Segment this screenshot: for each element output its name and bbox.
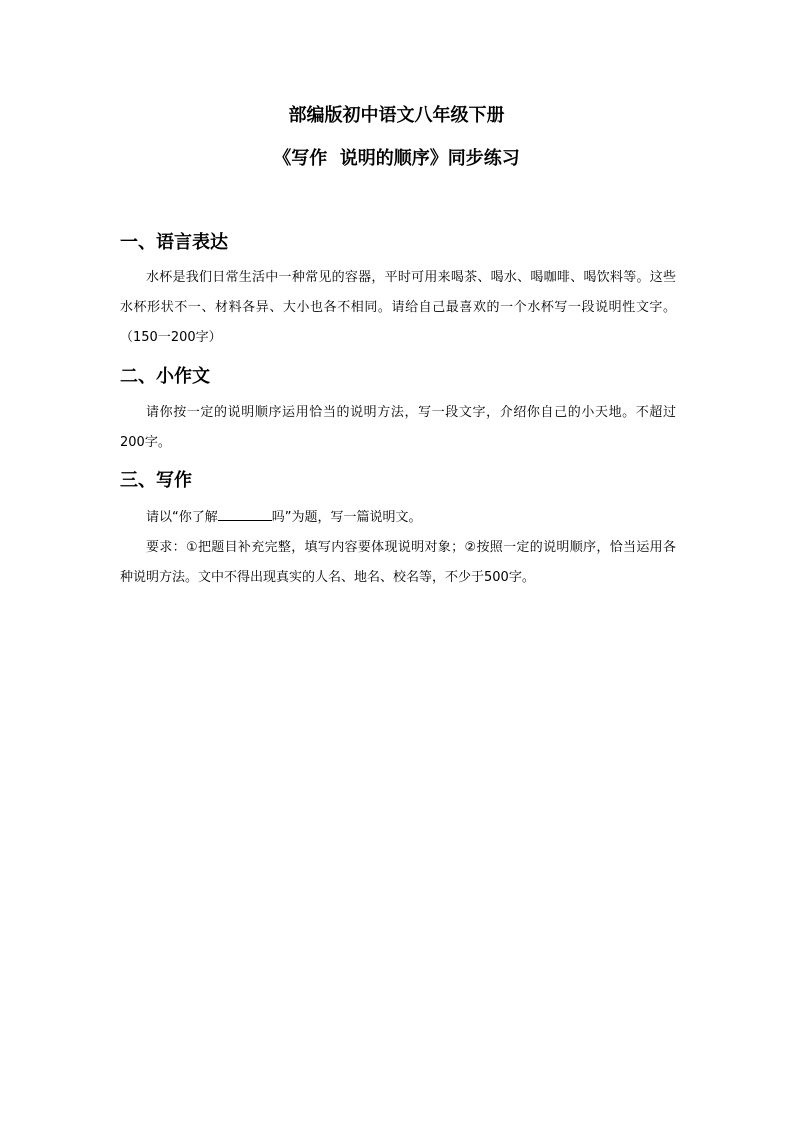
document-subtitle: 《写作 说明的顺序》同步练习: [273, 148, 520, 169]
section-heading-short-essay: 二、小作文: [120, 366, 210, 387]
writing-prompt-end: 吗”为题，写一篇说明文。: [271, 510, 422, 525]
section-text-language-expression: 水杯是我们日常生活中一种常见的容器，平时可用来喝茶、喝水、喝咖啡、喝饮料等。这些水杯形状不一、材料各异、大小也各不相同。请给自己最喜欢的一个水杯写一段说明性文字。（150一200字）: [120, 270, 676, 345]
section-heading-language-expression: 一、语言表达: [120, 232, 228, 253]
section-heading-writing: 三、写作: [120, 470, 192, 491]
writing-prompt-start: 请以“你了解: [146, 510, 218, 525]
section-text-short-essay: 请你按一定的说明顺序运用恰当的说明方法，写一段文字，介绍你自己的小天地。不超过200字。: [120, 405, 676, 450]
writing-prompt: [120, 503, 676, 533]
fill-in-blank: [218, 508, 272, 521]
writing-requirements: 要求：①把题目补充完整，填写内容要体现说明对象；②按照一定的说明顺序，恰当运用各种说明方法。文中不得出现真实的人名、地名、校名等，不少于500字。: [120, 540, 676, 585]
document-title: 部编版初中语文八年级下册: [288, 105, 505, 126]
